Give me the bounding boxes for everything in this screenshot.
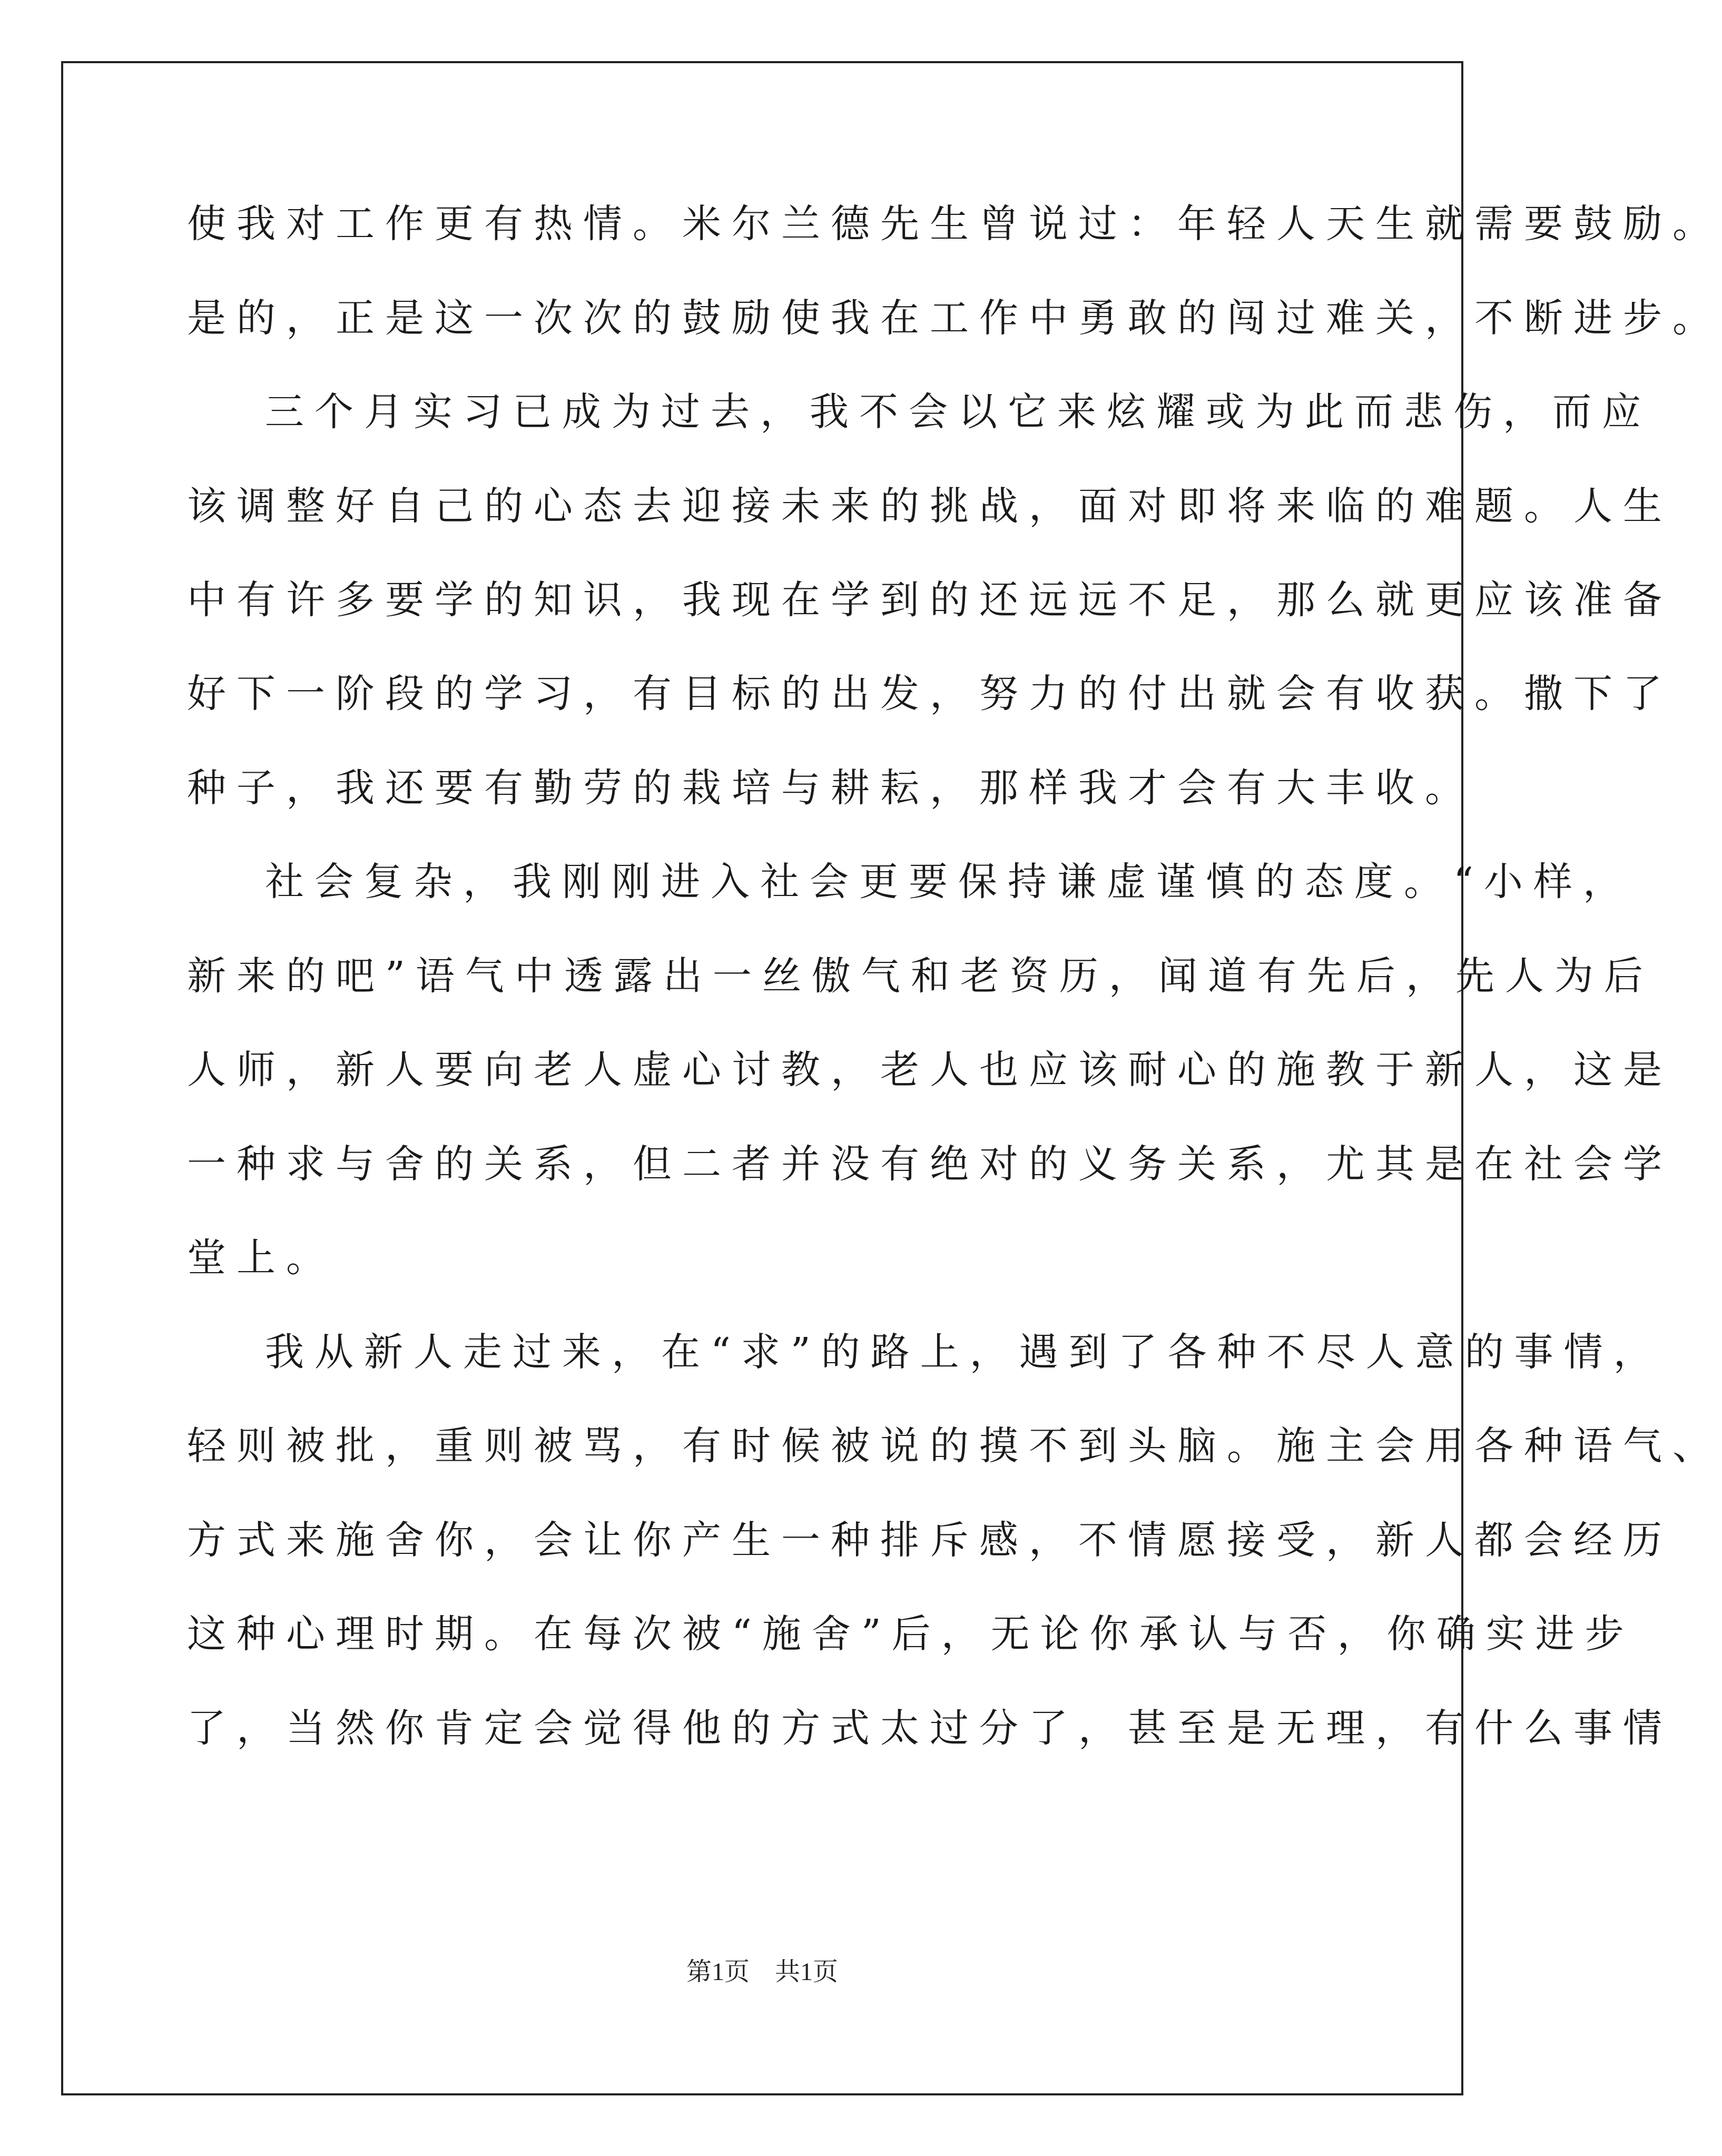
paragraph-first-line: 我从新人走过来，在“求”的路上，遇到了各种不尽人意的事情， <box>265 1330 1663 1375</box>
paragraph-first-line: 三个月实习已成为过去，我不会以它来炫耀或为此而悲伤，而应 <box>265 389 1651 435</box>
text-line: 新来的吧”语气中透露出一丝傲气和老资历，闻道有先后，先人为后 <box>187 953 1654 999</box>
paragraph-first-line: 社会复杂，我刚刚进入社会更要保持谦虚谨慎的态度。“小样， <box>265 859 1632 904</box>
page-total: 共1页 <box>775 1958 839 1986</box>
text-line: 是的，正是这一次次的鼓励使我在工作中勇敢的闯过难关，不断进步。 <box>187 296 1722 341</box>
text-line: 轻则被批，重则被骂，有时候被说的摸不到头脑。施主会用各种语气、 <box>187 1423 1722 1469</box>
text-line: 了，当然你肯定会觉得他的方式太过分了，甚至是无理，有什么事情 <box>187 1706 1672 1751</box>
page-footer <box>0 1960 1524 1985</box>
text-line: 方式来施舍你，会让你产生一种排斥感，不情愿接受，新人都会经历 <box>187 1518 1672 1563</box>
text-line: 人师，新人要向老人虚心讨教，老人也应该耐心的施教于新人，这是 <box>187 1047 1672 1092</box>
page-number: 第1页 <box>686 1958 750 1986</box>
text-line: 这种心理时期。在每次被“施舍”后，无论你承认与否，你确实进步 <box>187 1611 1635 1657</box>
text-line: 一种求与舍的关系，但二者并没有绝对的义务关系，尤其是在社会学 <box>187 1141 1672 1187</box>
text-line: 使我对工作更有热情。米尔兰德先生曾说过：年轻人天生就需要鼓励。 <box>187 201 1722 247</box>
text-line: 中有许多要学的知识，我现在学到的还远远不足，那么就更应该准备 <box>187 577 1672 623</box>
text-line: 堂上。 <box>187 1235 336 1281</box>
text-line: 好下一阶段的学习，有目标的出发，努力的付出就会有收获。撒下了 <box>187 671 1672 716</box>
text-line: 种子，我还要有勤劳的栽培与耕耘，那样我才会有大丰收。 <box>187 765 1474 811</box>
text-line: 该调整好自己的心态去迎接未来的挑战，面对即将来临的难题。人生 <box>187 484 1672 529</box>
